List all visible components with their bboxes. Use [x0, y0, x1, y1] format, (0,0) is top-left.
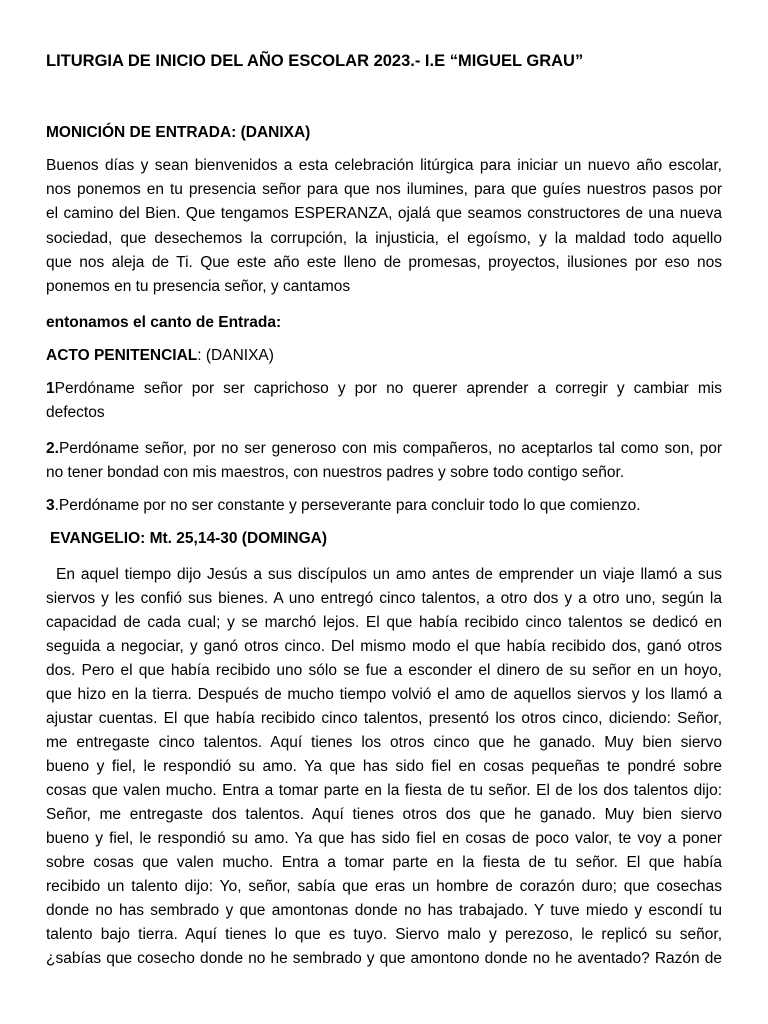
- monicion-line: que nos aleja de Ti. Que este año este lleno de promesas, proyectos, ilusiones por eso nos: [46, 254, 722, 271]
- monicion-line: nos ponemos en tu presencia señor para que nos ilumines, para que guíes nuestros pasos por: [46, 181, 722, 198]
- evangelio-line: capacidad de cada cual; y se marchó lejos. El que había recibido cinco talentos se dedicó en: [46, 614, 722, 631]
- item-number: 3: [46, 497, 55, 514]
- item-number: 1: [46, 380, 55, 397]
- evangelio-line: bueno y fiel, le respondió su amo. Ya que has sido fiel en cosas pequeñas te pondré sobre: [46, 758, 722, 775]
- evangelio-line: donde no has sembrado y que amontonas donde no has trabajado. Y tuve miedo y escondí tu: [46, 902, 722, 919]
- penitencial-item-1-cont: defectos: [46, 404, 105, 421]
- item-text: Perdóname señor, por no ser generoso con mis compañeros, no aceptarlos tal como son, por: [58, 440, 722, 457]
- penitencial-item-1: [46, 378, 722, 400]
- evangelio-line: seguida a negociar, y ganó otros cinco. Del mismo modo el que había recibido dos, ganó otros: [46, 638, 722, 655]
- evangelio-line: bueno y fiel, le respondió su amo. Ya que has sido fiel en cosas de poco valor, te voy a poner: [46, 830, 722, 847]
- monicion-heading: MONICIÓN DE ENTRADA: (DANIXA): [46, 124, 311, 141]
- canto-entrada-heading: entonamos el canto de Entrada:: [46, 314, 282, 331]
- monicion-line: el camino del Bien. Que tengamos ESPERANZA, ojalá que seamos constructores de una nueva: [46, 205, 722, 222]
- monicion-line: sociedad, que desechemos la corrupción, la injusticia, el egoísmo, y la maldad todo aquello: [46, 230, 722, 247]
- evangelio-line: En aquel tiempo dijo Jesús a sus discípulos un amo antes de emprender un viaje llamó a sus: [56, 566, 722, 583]
- evangelio-line: dos. Pero el que había recibido uno sólo se fue a esconder el dinero de su señor en un hoyo,: [46, 662, 722, 679]
- evangelio-line: sobre cosas que valen mucho. Entra a tomar parte en la fiesta de tu señor. El que había: [46, 854, 722, 871]
- acto-penitencial-reader: : (DANIXA): [197, 347, 274, 364]
- monicion-line: ponemos en tu presencia señor, y cantamos: [46, 278, 351, 295]
- item-text: Perdóname señor por ser caprichoso y por no querer aprender a corregir y cambiar mis: [54, 380, 722, 397]
- evangelio-line: ajustar cuentas. El que había recibido cinco talentos, presentó los otros cinco, diciendo: Señor,: [46, 710, 722, 727]
- evangelio-line: Señor, me entregaste dos talentos. Aquí tienes otros dos que he ganado. Muy bien siervo: [46, 806, 722, 823]
- evangelio-line: ¿sabías que cosecho donde no he sembrado y que amontono donde no he aventado? Razón de: [46, 950, 722, 967]
- evangelio-line: siervos y les confió sus bienes. A uno entregó cinco talentos, a otro dos y a otro uno, según la: [46, 590, 722, 607]
- evangelio-line: recibido un talento dijo: Yo, señor, sabía que eras un hombre de corazón duro; que cosechas: [46, 878, 722, 895]
- acto-penitencial-label: ACTO PENITENCIAL: [46, 347, 198, 364]
- acto-penitencial-heading: [46, 345, 722, 367]
- penitencial-item-2-cont: no tener bondad con mis maestros, con nuestros padres y sobre todo contigo señor.: [46, 464, 625, 481]
- penitencial-item-3: [46, 495, 722, 517]
- evangelio-line: me entregaste cinco talentos. Aquí tienes los otros cinco que he ganado. Muy bien siervo: [46, 734, 722, 751]
- monicion-line: Buenos días y sean bienvenidos a esta celebración litúrgica para iniciar un nuevo año escolar,: [46, 157, 722, 174]
- document-title: LITURGIA DE INICIO DEL AÑO ESCOLAR 2023.- I.E “MIGUEL GRAU”: [46, 52, 584, 70]
- item-number: 2.: [46, 440, 59, 457]
- evangelio-line: cosas que valen mucho. Entra a tomar parte en la fiesta de tu señor. El de los dos talentos dijo:: [46, 782, 722, 799]
- evangelio-heading: EVANGELIO: Mt. 25,14-30 (DOMINGA): [50, 530, 328, 547]
- item-text: .Perdóname por no ser constante y perseverante para concluir todo lo que comienzo.: [54, 497, 641, 514]
- evangelio-line: talento bajo tierra. Aquí tienes lo que es tuyo. Siervo malo y perezoso, le replicó su señor,: [46, 926, 722, 943]
- penitencial-item-2: [46, 438, 722, 460]
- evangelio-line: que hizo en la tierra. Después de mucho tiempo volvió el amo de aquellos siervos y los llamó a: [46, 686, 722, 703]
